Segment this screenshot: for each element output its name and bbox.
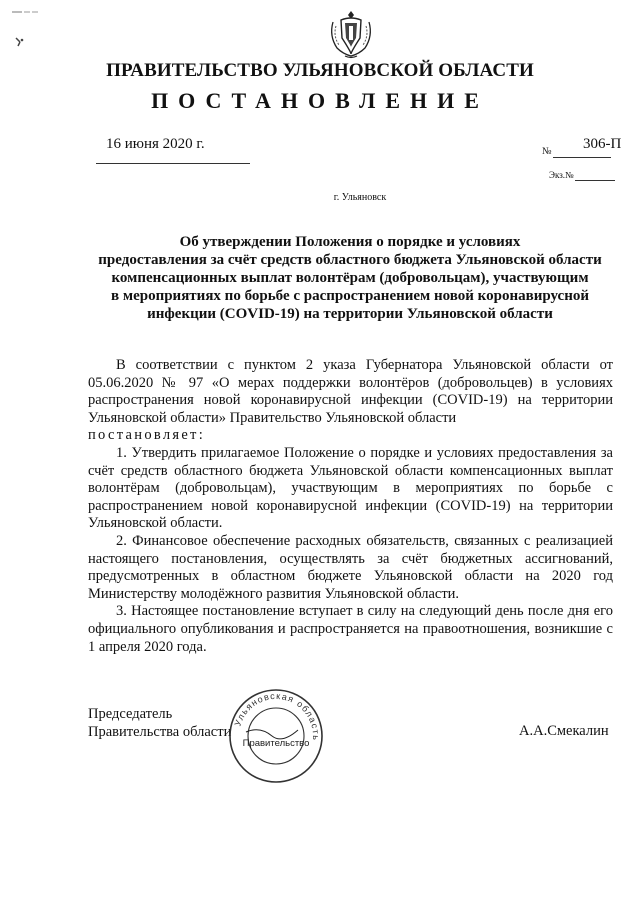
signer-position-line: Правительства области <box>88 724 232 740</box>
copy-number-underline <box>575 180 615 181</box>
preamble-text: В соответствии с пунктом 2 указа Губернатора Ульяновской области от 05.06.2020 № 97 «О мерах поддержки волонтёров (добровольцев) в условиях распространения новой коронавирусной инфекции (COVID-19) на территории Ульяновской области» Правительство Ульяновской области <box>88 357 613 426</box>
svg-text:Ульяновская область <box>232 691 321 742</box>
signer-position <box>88 705 231 741</box>
signer-name: А.А.Смекалин <box>519 723 609 739</box>
item-2-paragraph: 2. Финансовое обеспечение расходных обязательств, связанных с реализацией настоящего постановления, осуществлять за счёт бюджетных ассигнований, предусмотренных в областном бюджете Ульяновской области на 2020 год Министерству молодёжного развития Ульяновской области. <box>88 532 613 602</box>
subject-line: в мероприятиях по борьбе с распространением новой коронавирусной <box>111 288 589 304</box>
number-underline <box>553 157 611 158</box>
subject-line: предоставления за счёт средств областного бюджета Ульяновской области <box>98 252 602 268</box>
document-subject <box>80 233 620 323</box>
stamp-ring-text: Ульяновская область <box>232 690 322 742</box>
document-city: г. Ульяновск <box>333 192 387 203</box>
document-body <box>88 357 613 656</box>
document-type: ПОСТАНОВЛЕНИЕ <box>151 88 489 113</box>
number-prefix: № <box>542 146 552 157</box>
preamble-paragraph <box>88 357 613 445</box>
resolves-word: постановляет: <box>88 427 206 444</box>
government-title: ПРАВИТЕЛЬСТВО УЛЬЯНОВСКОЙ ОБЛАСТИ <box>106 60 534 81</box>
official-seal-stamp <box>226 686 326 786</box>
subject-line: компенсационных выплат волонтёрам (добровольцам), участвующим <box>111 270 589 286</box>
item-3-paragraph: 3. Настоящее постановление вступает в силу на следующий день после дня его официального опубликования и распространяется на правоотношения, возникшие с 1 апреля 2020 года. <box>88 603 613 655</box>
subject-line: инфекции (COVID-19) на территории Ульяновской области <box>147 306 553 322</box>
copy-number-label: Экз.№ <box>549 170 574 180</box>
subject-line: Об утверждении Положения о порядке и условиях <box>179 234 521 250</box>
document-number: 306-П <box>583 136 622 152</box>
signer-position-line: Председатель <box>88 706 173 722</box>
stamp-center-text: Правительство <box>242 738 310 749</box>
document-date: 16 июня 2020 г. <box>106 136 205 152</box>
coat-of-arms-icon <box>327 8 375 60</box>
scan-marks-icon <box>10 8 50 48</box>
date-underline <box>96 163 250 164</box>
item-1-paragraph: 1. Утвердить прилагаемое Положение о порядке и условиях предоставления за счёт средств областного бюджета Ульяновской области компенсационных выплат волонтёрам (добровольцам), участвующим в мероприятиях по борьбе с распространением новой коронавирусной инфекции (COVID-19) на территории Ульяновской области. <box>88 444 613 532</box>
